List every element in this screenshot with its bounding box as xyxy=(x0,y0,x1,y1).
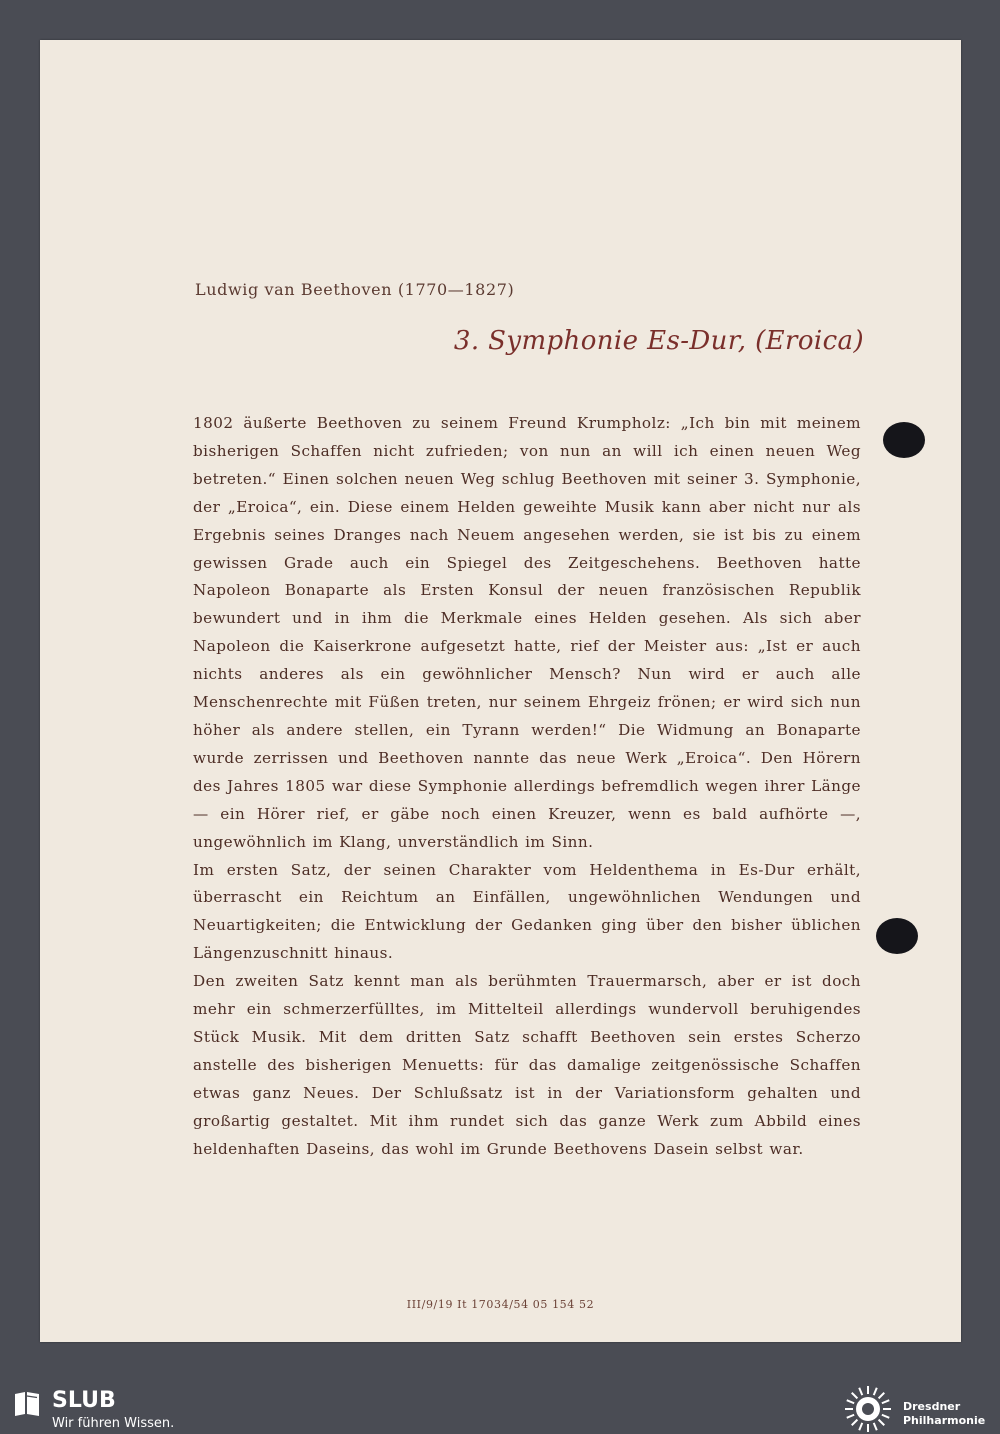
slub-book-icon xyxy=(12,1390,42,1418)
composer-line: Ludwig van Beethoven (1770—1827) xyxy=(195,280,515,299)
program-note-text xyxy=(193,410,861,1163)
punch-hole-top xyxy=(883,422,925,458)
paragraph-3: Den zweiten Satz kennt man als berühmten Trauermarsch, aber er ist doch mehr ein schmerzerfülltes, im Mittelteil allerdings wundervoll beruhigendes Stück Musik. Mit dem dritten Satz schafft Beethoven sein erstes Scherzo anstelle des bisherigen Menuetts: für das damalige zeitgenössische Schaffen etwas ganz Neues. Der Schlußsatz ist in der Variationsform gehalten und großartig gestaltet. Mit ihm rundet sich das ganze Werk zum Abbild eines heldenhaften Daseins, das wohl im Grunde Beethovens Dasein selbst war. xyxy=(193,972,861,1158)
brand-footer-bar xyxy=(0,1384,1000,1434)
work-title: 3. Symphonie Es-Dur, (Eroica) xyxy=(453,326,864,356)
paragraph-2: Im ersten Satz, der seinen Charakter vom Heldenthema in Es-Dur erhält, überrascht ein Reichtum an Einfällen, ungewöhnlichen Wendungen und Neuartigkeiten; die Entwicklung der Gedanken ging über den bisher üblichen Längenzuschnitt hinaus. xyxy=(193,860,861,963)
paragraph-1: 1802 äußerte Beethoven zu seinem Freund Krumpholz: „Ich bin mit meinem bisherigen Schaffen nicht zufrieden; von nun an will ich einen neuen Weg betreten.“ Einen solchen neuen Weg schlug Beethoven mit seiner 3. Symphonie, der „Eroica“, ein. Diese einem Helden geweihte Musik kann aber nicht nur als Ergebnis seines Dranges nach Neuem angesehen werden, sie ist bis zu einem gewissen Grade auch ein Spiegel des Zeitgeschehens. Beethoven hatte Napoleon Bonaparte als Ersten Konsul der neuen französischen Republik bewundert und in ihm die Merkmale eines Helden gesehen. Als sich aber Napoleon die Kaiserkrone aufgesetzt hatte, rief der Meister aus: „Ist er auch nichts anderes als ein gewöhnlicher Mensch? Nun wird er auch alle Menschenrechte mit Füßen treten, nur seinem Ehrgeiz frönen; er wird sich nun höher als andere stellen, ein Tyrann werden!“ Die Widmung an Bonaparte wurde zerrissen und Beethoven nannte das neue Werk „Eroica“. Den Hörern des Jahres 1805 war diese Symphonie allerdings befremdlich wegen ihrer Länge — ein Hörer rief, er gäbe noch einen Kreuzer, wenn es bald aufhörte —, ungewöhnlich im Klang, unverständlich im Sinn. xyxy=(193,414,861,851)
slub-tagline: Wir führen Wissen. xyxy=(52,1416,175,1431)
philharmonie-line-2: Philharmonie xyxy=(903,1414,986,1427)
philharmonie-line-1: Dresdner xyxy=(903,1400,961,1413)
scanned-page xyxy=(40,40,961,1342)
slub-name: SLUB xyxy=(52,1388,116,1413)
dresdner-philharmonie-sun-icon xyxy=(843,1384,893,1434)
punch-hole-bottom xyxy=(876,918,918,954)
print-code: III/9/19 It 17034/54 05 154 52 xyxy=(406,1298,595,1311)
